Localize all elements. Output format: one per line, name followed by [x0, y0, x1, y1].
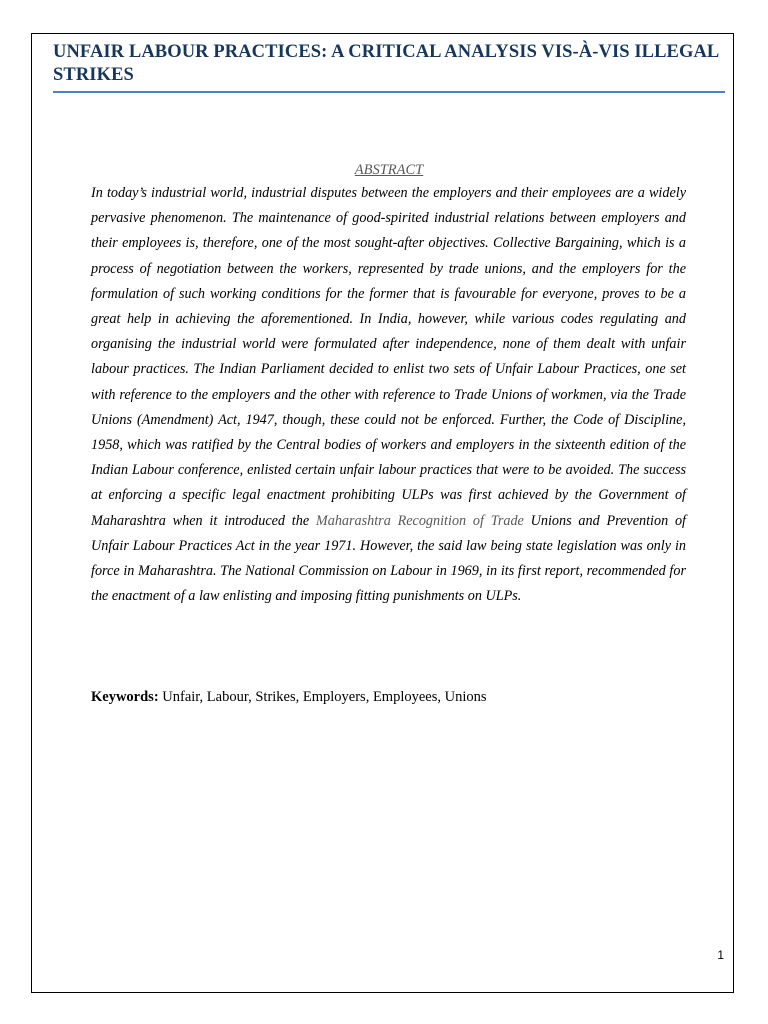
- abstract-heading: ABSTRACT: [354, 162, 424, 178]
- abstract-highlighted-phrase: Maharashtra Recognition of Trade: [315, 512, 524, 529]
- page-number: 1: [717, 948, 724, 962]
- abstract-paragraph: [91, 181, 686, 609]
- title-underline-rule: [53, 91, 725, 93]
- keywords-label: Keywords:: [91, 689, 159, 705]
- keywords-value: Unfair, Labour, Strikes, Employers, Employees, Unions: [158, 689, 487, 705]
- abstract-text-part-2: Unions and Prevention of Unfair Labour Practices Act in the year 1971. However, the said law being state legislation was only in force in Maharashtra. The National Commission on Labour in 1969, in its first report, recommended for the enactment of a law enlisting and imposing fitting punishments on ULPs.: [91, 512, 686, 605]
- keywords-line: [91, 686, 686, 708]
- abstract-text-part-1: In today’s industrial world, industrial disputes between the employers and their employees are a widely pervasive phenomenon. The maintenance of good-spirited industrial relations between employers and their employees is, therefore, one of the most sought-after objectives. Collective Bargaining, which is a process of negotiation between the workers, represented by trade unions, and the employers for the formulation of such working conditions for the former that is favourable for everyone, proves to be a great help in achieving the aforementioned. In India, however, while various codes regulating and organising the industrial world were formulated after independence, none of them dealt with unfair labour practices. The Indian Parliament decided to enlist two sets of Unfair Labour Practices, one set with reference to the employers and the other with reference to Trade Unions of workmen, via the Trade Unions (Amendment) Act, 1947, though, these could not be enforced. Further, the Code of Discipline, 1958, which was ratified by the Central bodies of workers and employers in the sixteenth edition of the Indian Labour conference, enlisted certain unfair labour practices that were to be avoided. The success at enforcing a specific legal enactment prohibiting ULPs was first achieved by the Government of Maharashtra when it introduced the: [91, 185, 686, 529]
- document-title: UNFAIR LABOUR PRACTICES: A CRITICAL ANALYSIS VIS-À-VIS ILLEGAL STRIKES: [53, 42, 719, 85]
